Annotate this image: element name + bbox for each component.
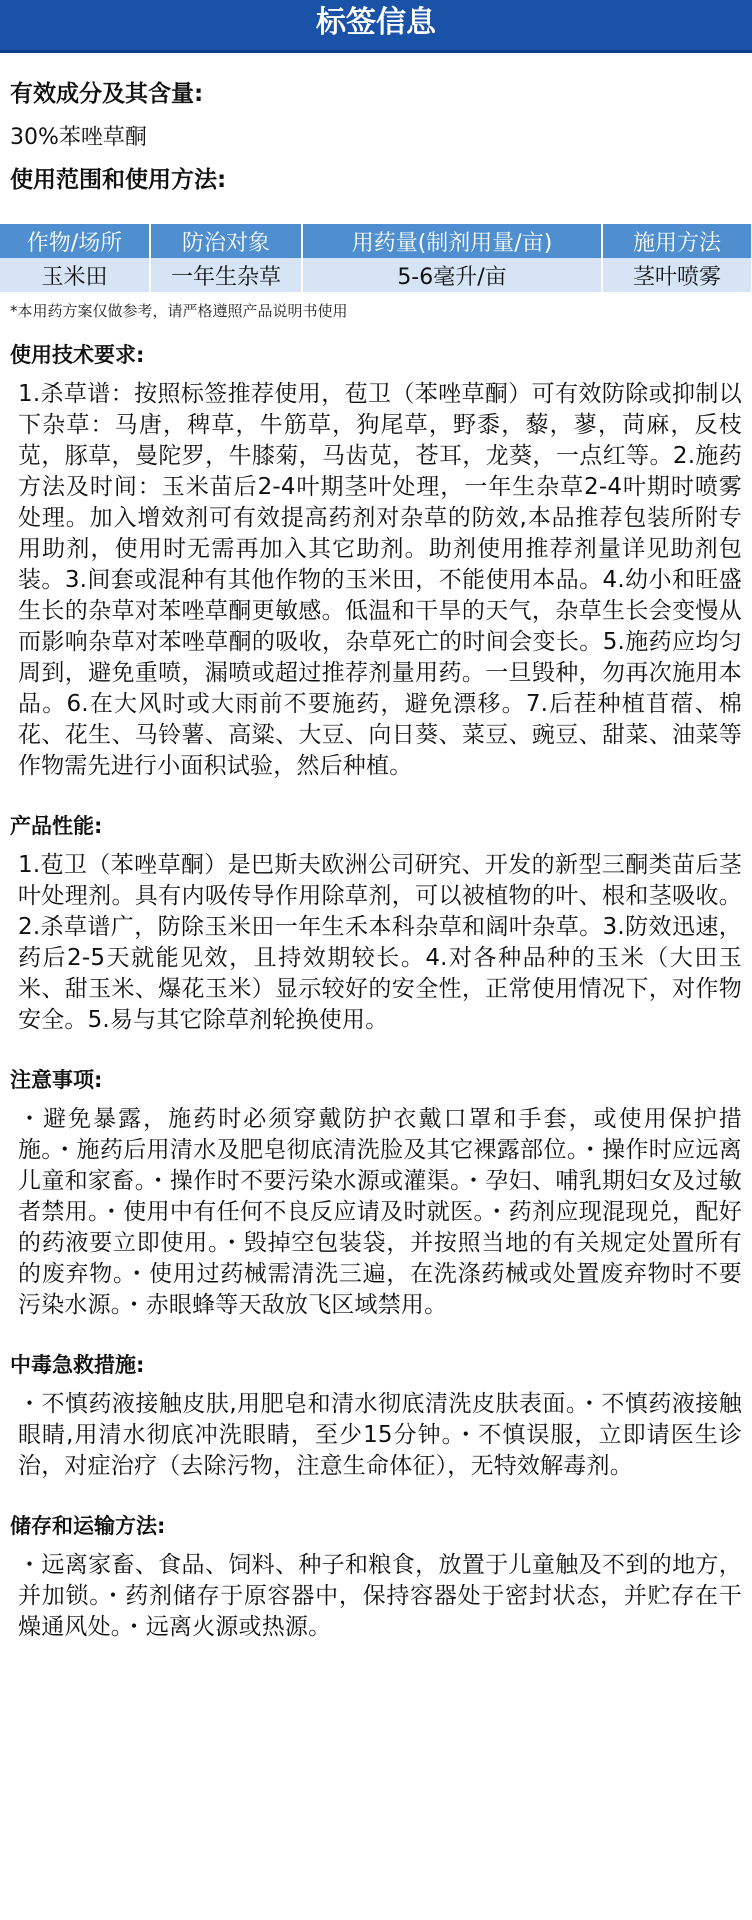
table-header-dosage: 用药量(制剂用量/亩) [302,224,602,258]
table-row [0,258,752,292]
caution-text: ・避免暴露，施药时必须穿戴防护衣戴口罩和手套，或使用保护措施。・施药后用清水及肥皂彻底清洗脸及其它裸露部位。・操作时应远离儿童和家畜。・操作时不要污染水源或灌渠。・孕妇、哺乳期妇女及过敏者禁用。・使用中有任何不良反应请及时就医。・药剂应现混现兑，配好的药液要立即使用。・毁掉空包装袋，并按照当地的有关规定处置所有的废弃物。・使用过药械需清洗三遍，在洗涤药械或处置废弃物时不要污染水源。・赤眼蜂等天敌放飞区域禁用。 [18,1106,742,1318]
table-header-target: 防治对象 [150,224,302,258]
firstaid-section [0,1349,752,1482]
table-cell-crop: 玉米田 [0,258,150,292]
tech-text: 1.杀草谱：按照标签推荐使用，苞卫（苯唑草酮）可有效防除或抑制以下杂草：马唐，稗草，牛筋草，狗尾草，野黍，藜，蓼，苘麻，反枝苋，豚草，曼陀罗，牛膝菊，马齿苋，苍耳，龙葵，一点红等。2.施药方法及时间：玉米苗后2-4叶期茎叶处理，一年生杂草2-4叶期时喷雾处理。加入增效剂可有效提高药剂对杂草的防效,本品推荐包装所附专用助剂，使用时无需再加入其它助剂。助剂使用推荐剂量详见助剂包装。3.间套或混种有其他作物的玉米田，不能使用本品。4.幼小和旺盛生长的杂草对苯唑草酮更敏感。低温和干旱的天气，杂草生长会变慢从而影响杂草对苯唑草酮的吸收，杂草死亡的时间会变长。5.施药应均匀周到，避免重喷，漏喷或超过推荐剂量用药。一旦毁种，勿再次施用本品。6.在大风时或大雨前不要施药，避免漂移。7.后茬种植苜蓿、棉花、花生、马铃薯、高粱、大豆、向日葵、菜豆、豌豆、甜菜、油菜等作物需先进行小面积试验，然后种植。 [18,381,742,779]
table-cell-method: 茎叶喷雾 [602,258,752,292]
table-cell-target: 一年生杂草 [150,258,302,292]
caution-section [0,1064,752,1321]
storage-title: 储存和运输方法: [10,1514,166,1538]
firstaid-text: ・不慎药液接触皮肤,用肥皂和清水彻底清洗皮肤表面。・不慎药液接触眼睛,用清水彻底冲洗眼睛，至少15分钟。・不慎误服，立即请医生诊治，对症治疗（去除污物，注意生命体征），无特效解毒剂。 [18,1391,742,1479]
storage-text: ・远离家畜、食品、饲料、种子和粮食，放置于儿童触及不到的地方，并加锁。・药剂储存于原容器中，保持容器处于密封状态，并贮存在干燥通风处。・远离火源或热源。 [18,1552,742,1640]
tech-title: 使用技术要求: [10,343,145,367]
performance-title: 产品性能: [10,814,103,838]
usage-title: 使用范围和使用方法: [10,167,227,193]
tech-section [0,339,752,782]
ingredients-title: 有效成分及其含量: [10,81,204,107]
table-header-row [0,224,752,258]
page-title: 标签信息 [316,5,436,40]
usage-note: *本用药方案仅做参考，请严格遵照产品说明书使用 [10,302,348,320]
table-header-crop: 作物/场所 [0,224,150,258]
storage-section [0,1510,752,1643]
usage-section [0,161,752,321]
page-header [0,0,752,53]
performance-text: 1.苞卫（苯唑草酮）是巴斯夫欧洲公司研究、开发的新型三酮类苗后茎叶处理剂。具有内吸传导作用除草剂，可以被植物的叶、根和茎吸收。2.杀草谱广，防除玉米田一年生禾本科杂草和阔叶杂草。3.防效迅速，药后2-5天就能见效，且持效期较长。4.对各种品种的玉米（大田玉米、甜玉米、爆花玉米）显示较好的安全性，正常使用情况下，对作物安全。5.易与其它除草剂轮换使用。 [18,852,742,1033]
caution-title: 注意事项: [10,1068,103,1092]
ingredients-section [0,75,752,151]
table-cell-dosage: 5-6毫升/亩 [302,258,602,292]
usage-table [0,224,752,292]
performance-section [0,810,752,1036]
firstaid-title: 中毒急救措施: [10,1353,145,1377]
ingredients-value: 30%苯唑草酮 [10,125,147,150]
table-header-method: 施用方法 [602,224,752,258]
